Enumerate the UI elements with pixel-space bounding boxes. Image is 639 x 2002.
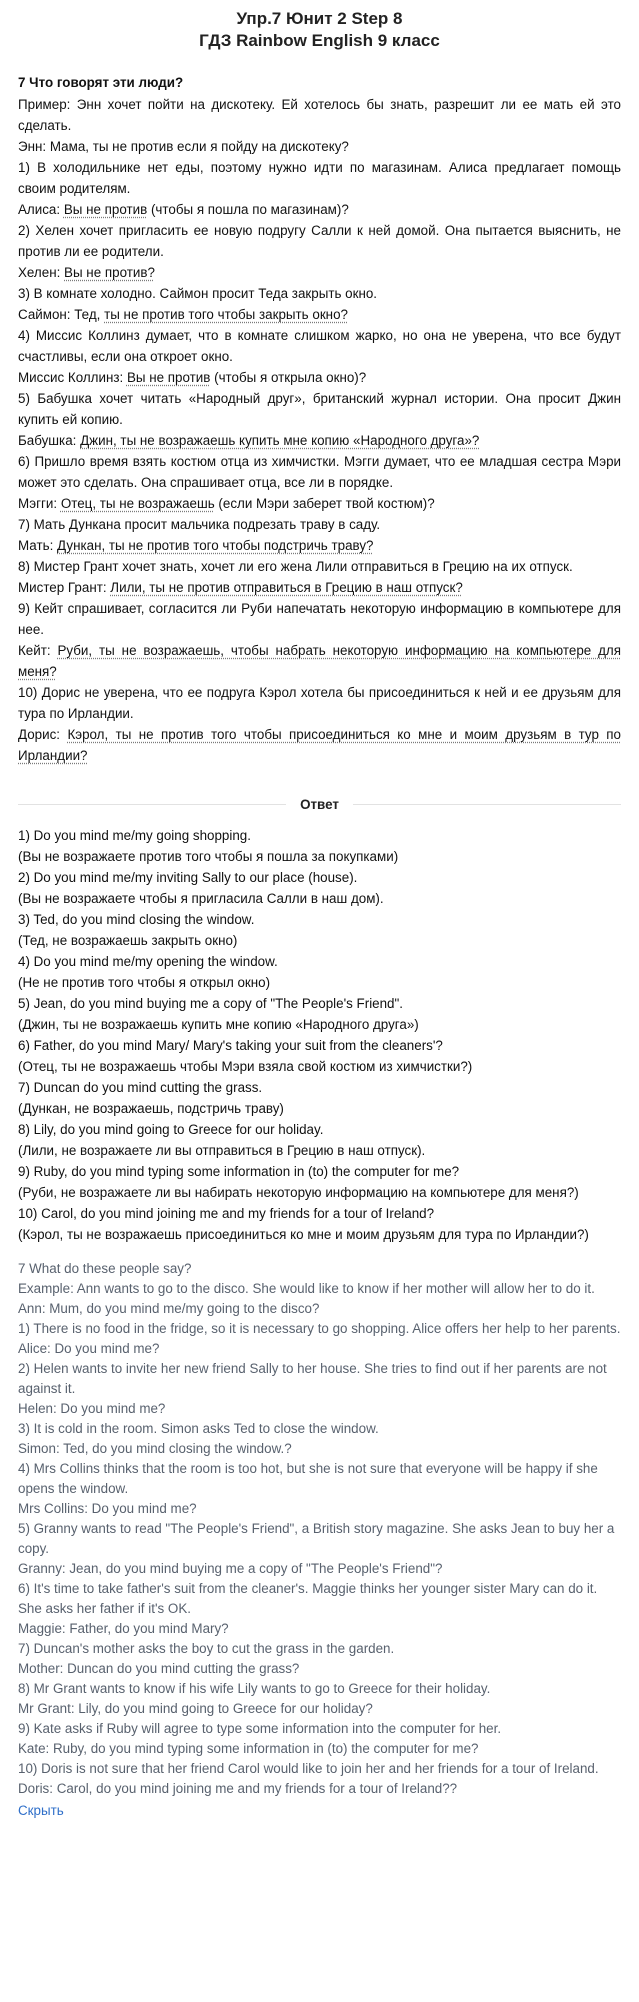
task-text: 4) Миссис Коллинз думает, что в комнате слишком жарко, но она не уверена, что все будут счастливы, если она откроет окно. bbox=[18, 328, 621, 364]
original-line: Granny: Jean, do you mind buying me a copy of "The People's Friend"? bbox=[18, 1561, 443, 1576]
task-text: (чтобы я пошла по магазинам)? bbox=[147, 202, 349, 217]
original-line: Helen: Do you mind me? bbox=[18, 1401, 166, 1416]
answer-line: 6) Father, do you mind Mary/ Mary's taking your suit from the cleaners'? bbox=[18, 1038, 443, 1053]
answer-divider bbox=[18, 794, 621, 815]
answer-heading: Ответ bbox=[300, 797, 339, 812]
answer-line: 9) Ruby, do you mind typing some information in (to) the computer for me? bbox=[18, 1164, 460, 1179]
task-text: (если Мэри заберет твой костюм)? bbox=[214, 496, 435, 511]
underlined-answer: Лили, ты не против отправиться в Грецию в наш отпуск? bbox=[110, 580, 463, 595]
original-task-block bbox=[18, 1259, 621, 1821]
underlined-answer: Дункан, ты не против того чтобы подстричь траву? bbox=[57, 538, 374, 553]
original-line: Kate: Ruby, do you mind typing some information in (to) the computer for me? bbox=[18, 1741, 479, 1756]
task-title: 7 Что говорят эти люди? bbox=[18, 75, 184, 90]
underlined-answer: Вы не против bbox=[63, 202, 148, 217]
task-text: 7) Мать Дункана просит мальчика подрезать траву в саду. bbox=[18, 517, 381, 532]
task-line bbox=[18, 577, 621, 598]
task-text: Кейт: bbox=[18, 643, 58, 658]
task-text: Хелен: bbox=[18, 265, 65, 280]
task-block bbox=[18, 72, 621, 766]
answer-line: (Джин, ты не возражаешь купить мне копию «Народного друга») bbox=[18, 1017, 419, 1032]
original-line: 5) Granny wants to read "The People's Friend", a British story magazine. She asks Jean to buy her a copy. bbox=[18, 1521, 615, 1556]
task-text: (чтобы я открыла окно)? bbox=[210, 370, 367, 385]
task-line bbox=[18, 598, 621, 640]
original-line: Alice: Do you mind me? bbox=[18, 1341, 160, 1356]
original-lines bbox=[18, 1259, 621, 1799]
task-text: Саймон: Тед, bbox=[18, 307, 105, 322]
task-line bbox=[18, 199, 621, 220]
original-line: Mother: Duncan do you mind cutting the grass? bbox=[18, 1661, 300, 1676]
answer-line: 2) Do you mind me/my inviting Sally to our place (house). bbox=[18, 870, 358, 885]
task-line bbox=[18, 514, 621, 535]
underlined-answer: Джин, ты не возражаешь купить мне копию «Народного друга»? bbox=[80, 433, 480, 448]
task-line bbox=[18, 94, 621, 136]
task-line bbox=[18, 304, 621, 325]
underlined-answer: Кэрол, ты не против того чтобы присоединиться ко мне и моим друзьям в тур по Ирландии? bbox=[18, 727, 621, 763]
answer-line: 1) Do you mind me/my going shopping. bbox=[18, 828, 251, 843]
original-line: Example: Ann wants to go to the disco. She would like to know if her mother will allow her to do it. bbox=[18, 1281, 595, 1296]
task-text: 9) Кейт спрашивает, согласится ли Руби напечатать некоторую информацию в компьютере для нее. bbox=[18, 601, 621, 637]
original-line: 2) Helen wants to invite her new friend Sally to her house. She tries to find out if her parents are not against it. bbox=[18, 1361, 607, 1396]
task-line bbox=[18, 283, 621, 304]
underlined-answer: Отец, ты не возражаешь bbox=[60, 496, 215, 511]
underlined-answer: Вы не против? bbox=[64, 265, 155, 280]
task-line bbox=[18, 157, 621, 199]
answer-line: 5) Jean, do you mind buying me a copy of "The People's Friend". bbox=[18, 996, 403, 1011]
original-line: Mr Grant: Lily, do you mind going to Greece for our holiday? bbox=[18, 1701, 373, 1716]
task-text: Алиса: bbox=[18, 202, 64, 217]
task-lines bbox=[18, 94, 621, 766]
page-subtitle: ГДЗ Rainbow English 9 класс bbox=[199, 31, 440, 50]
original-line: 10) Doris is not sure that her friend Carol would like to join her and her friends for a tour of Ireland. bbox=[18, 1761, 599, 1776]
task-text: 5) Бабушка хочет читать «Народный друг», британский журнал истории. Она просит Джин купить ей копию. bbox=[18, 391, 621, 427]
task-text: Мать: bbox=[18, 538, 58, 553]
original-line: 1) There is no food in the fridge, so it is necessary to go shopping. Alice offers her help to her parents. bbox=[18, 1321, 621, 1336]
answer-line: (Вы не возражаете против того чтобы я пошла за покупками) bbox=[18, 849, 399, 864]
task-text: Энн: Мама, ты не против если я пойду на дискотеку? bbox=[18, 139, 349, 154]
page-title: Упр.7 Юнит 2 Step 8 bbox=[236, 9, 403, 28]
original-line: Doris: Carol, do you mind joining me and my friends for a tour of Ireland?? bbox=[18, 1781, 458, 1796]
task-text: 1) В холодильнике нет еды, поэтому нужно идти по магазинам. Алиса предлагает помощь своим родителям. bbox=[18, 160, 621, 196]
task-text: Бабушка: bbox=[18, 433, 81, 448]
task-text: Пример: Энн хочет пойти на дискотеку. Ей хотелось бы знать, разрешит ли ее мать ей это сделать. bbox=[18, 97, 621, 133]
answer-line: 4) Do you mind me/my opening the window. bbox=[18, 954, 278, 969]
task-line bbox=[18, 451, 621, 493]
task-line bbox=[18, 136, 621, 157]
answer-line: (Тед, не возражаешь закрыть окно) bbox=[18, 933, 238, 948]
task-line bbox=[18, 724, 621, 766]
task-text: 8) Мистер Грант хочет знать, хочет ли его жена Лили отправиться в Грецию на их отпуск. bbox=[18, 559, 573, 574]
answer-line: (Не не против того чтобы я открыл окно) bbox=[18, 975, 271, 990]
task-text: 2) Хелен хочет пригласить ее новую подругу Салли к ней домой. Она пытается выяснить, не против ли ее родители. bbox=[18, 223, 621, 259]
underlined-answer: Вы не против bbox=[126, 370, 211, 385]
answer-line: (Отец, ты не возражаешь чтобы Мэри взяла свой костюм из химчистки?) bbox=[18, 1059, 473, 1074]
original-line: 6) It's time to take father's suit from the cleaner's. Maggie thinks her younger sister Mary can do it. She asks her father if it's OK. bbox=[18, 1581, 598, 1616]
task-text: Миссис Коллинз: bbox=[18, 370, 127, 385]
task-text: Мистер Грант: bbox=[18, 580, 111, 595]
original-line: Simon: Ted, do you mind closing the window.? bbox=[18, 1441, 292, 1456]
task-line bbox=[18, 535, 621, 556]
task-line bbox=[18, 493, 621, 514]
original-line: Mrs Collins: Do you mind me? bbox=[18, 1501, 197, 1516]
answer-line: 3) Ted, do you mind closing the window. bbox=[18, 912, 255, 927]
task-line bbox=[18, 430, 621, 451]
original-line: Ann: Mum, do you mind me/my going to the disco? bbox=[18, 1301, 320, 1316]
underlined-answer: ты не против того чтобы закрыть окно? bbox=[104, 307, 348, 322]
answer-block bbox=[18, 825, 621, 1245]
task-text: Дорис: bbox=[18, 727, 68, 742]
original-line: 7 What do these people say? bbox=[18, 1261, 192, 1276]
original-line: Maggie: Father, do you mind Mary? bbox=[18, 1621, 229, 1636]
underlined-answer: Руби, ты не возражаешь, чтобы набрать некоторую информацию на компьютере для меня? bbox=[18, 643, 621, 679]
task-line bbox=[18, 682, 621, 724]
answer-line: (Лили, не возражаете ли вы отправиться в Грецию в наш отпуск). bbox=[18, 1143, 426, 1158]
task-text: 10) Дорис не уверена, что ее подруга Кэрол хотела бы присоединиться к ней и ее друзьям для тура по Ирландии. bbox=[18, 685, 621, 721]
hide-link[interactable]: Скрыть bbox=[18, 1803, 64, 1818]
answer-line: (Руби, не возражаете ли вы набирать некоторую информацию на компьютере для меня?) bbox=[18, 1185, 579, 1200]
original-line: 3) It is cold in the room. Simon asks Ted to close the window. bbox=[18, 1421, 379, 1436]
answer-line: 10) Carol, do you mind joining me and my friends for a tour of Ireland? bbox=[18, 1206, 435, 1221]
task-line bbox=[18, 388, 621, 430]
original-line: 7) Duncan's mother asks the boy to cut the grass in the garden. bbox=[18, 1641, 395, 1656]
original-line: 4) Mrs Collins thinks that the room is too hot, but she is not sure that everyone will be happy if she opens the window. bbox=[18, 1461, 598, 1496]
answer-line: (Дункан, не возражаешь, подстричь траву) bbox=[18, 1101, 284, 1116]
task-line bbox=[18, 262, 621, 283]
original-line: 8) Mr Grant wants to know if his wife Lily wants to go to Greece for their holiday. bbox=[18, 1681, 491, 1696]
task-text: Мэгги: bbox=[18, 496, 61, 511]
answer-line: (Кэрол, ты не возражаешь присоединиться ко мне и моим друзьям для тура по Ирландии?) bbox=[18, 1227, 589, 1242]
task-line bbox=[18, 325, 621, 367]
divider-line-right bbox=[353, 804, 621, 805]
divider-line-left bbox=[18, 804, 286, 805]
task-text: 3) В комнате холодно. Саймон просит Теда закрыть окно. bbox=[18, 286, 378, 301]
answer-line: 7) Duncan do you mind cutting the grass. bbox=[18, 1080, 263, 1095]
task-line bbox=[18, 367, 621, 388]
task-text: 6) Пришло время взять костюм отца из химчистки. Мэгги думает, что ее младшая сестра Мэри может это сделать. Она спрашивает отца, все ли в порядке. bbox=[18, 454, 621, 490]
page-header bbox=[18, 8, 621, 52]
task-line bbox=[18, 640, 621, 682]
answer-line: 8) Lily, do you mind going to Greece for our holiday. bbox=[18, 1122, 324, 1137]
task-line bbox=[18, 556, 621, 577]
answer-line: (Вы не возражаете чтобы я пригласила Салли в наш дом). bbox=[18, 891, 384, 906]
original-line: 9) Kate asks if Ruby will agree to type some information into the computer for her. bbox=[18, 1721, 502, 1736]
task-line bbox=[18, 220, 621, 262]
